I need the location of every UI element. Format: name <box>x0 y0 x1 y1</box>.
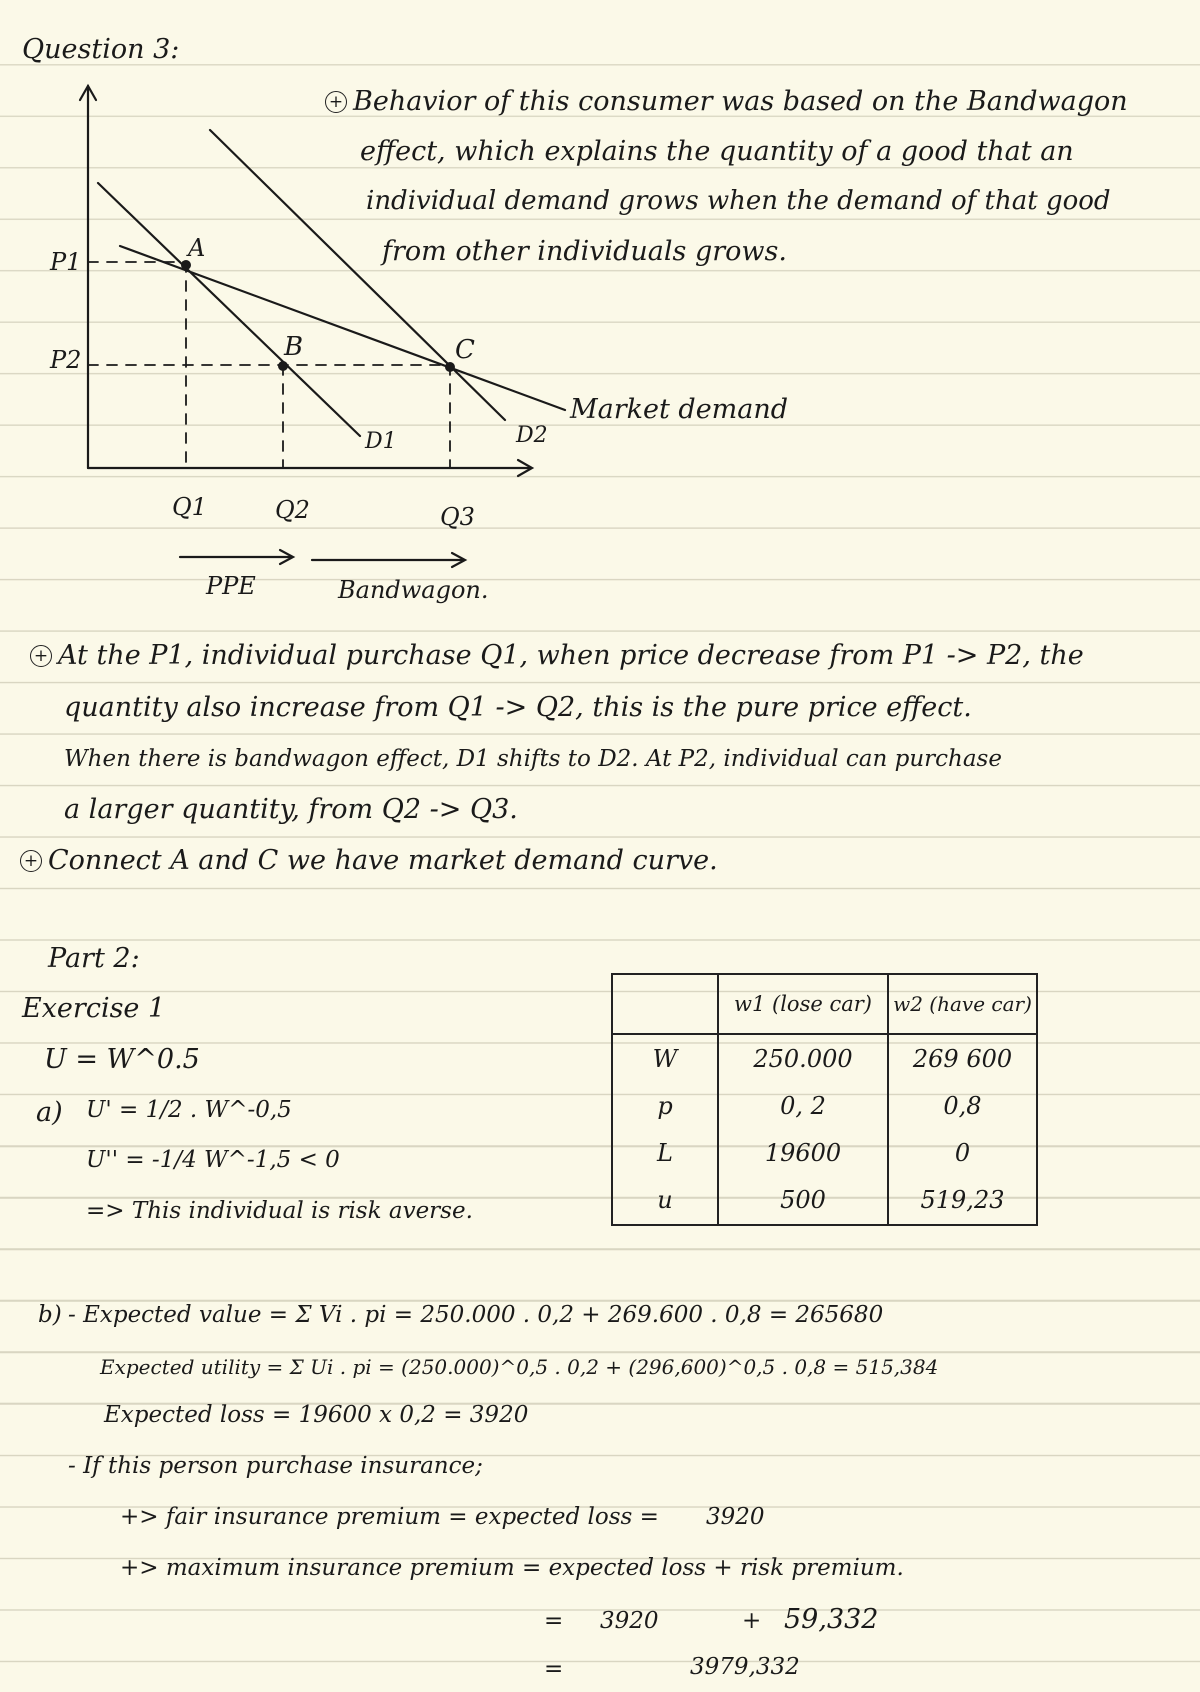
table-header-w2: w2 (have car) <box>888 974 1037 1034</box>
plus-circle-icon: + <box>30 645 52 667</box>
point-c-dot <box>445 362 455 372</box>
wealth-table <box>611 973 1038 1226</box>
expected-value: - Expected value = Σ Vi . pi = 250.000 . 0,2 + 269.600 . 0,8 = 265680 <box>68 1302 884 1328</box>
insurance-heading: - If this person purchase insurance; <box>68 1453 483 1479</box>
risk-conclusion: => This individual is risk averse. <box>86 1198 473 1224</box>
table-cell: 0, 2 <box>718 1083 888 1130</box>
d2-curve <box>210 130 505 420</box>
p2-label: P2 <box>50 346 82 374</box>
note-2-line-3: When there is bandwagon effect, D1 shifts to D2. At P2, individual can purchase <box>64 746 1002 772</box>
max-calc-a: 3920 <box>600 1608 659 1634</box>
table-row <box>612 1176 1037 1225</box>
fair-premium-value: 3920 <box>706 1504 765 1530</box>
table-row <box>612 1129 1037 1176</box>
max-result: 3979,332 <box>690 1654 800 1680</box>
table-row <box>612 1034 1037 1083</box>
table-cell: 19600 <box>718 1129 888 1176</box>
note-1-line-1: Behavior of this consumer was based on the Bandwagon <box>353 86 1128 117</box>
part-a-label: a) <box>36 1097 63 1128</box>
point-b-label: B <box>284 332 304 362</box>
expected-loss: Expected loss = 19600 x 0,2 = 3920 <box>104 1402 529 1428</box>
first-derivative: U' = 1/2 . W^-0,5 <box>86 1097 292 1123</box>
max-calc-plus: + <box>742 1608 762 1634</box>
plus-circle-icon: + <box>325 91 347 113</box>
second-derivative: U'' = -1/4 W^-1,5 < 0 <box>86 1147 340 1173</box>
table-row <box>612 1083 1037 1130</box>
note-2-line-4: a larger quantity, from Q2 -> Q3. <box>64 794 518 825</box>
q1-label: Q1 <box>172 493 207 521</box>
note-2 <box>30 640 1084 672</box>
q2-label: Q2 <box>275 496 310 524</box>
bandwagon-label: Bandwagon. <box>338 576 489 604</box>
note-1-line-4: from other individuals grows. <box>382 236 787 267</box>
p1-label: P1 <box>50 248 82 276</box>
max-calc-eq: = <box>544 1608 564 1634</box>
market-demand-label: Market demand <box>570 394 789 425</box>
table-cell: 269 600 <box>888 1034 1037 1083</box>
table-cell: 0 <box>888 1129 1037 1176</box>
part-2-title: Part 2: <box>48 943 140 974</box>
plus-circle-icon: + <box>20 850 42 872</box>
max-premium: +> maximum insurance premium = expected loss + risk premium. <box>120 1555 904 1581</box>
table-cell: 250.000 <box>718 1034 888 1083</box>
table-cell: 519,23 <box>888 1176 1037 1225</box>
table-cell: 500 <box>718 1176 888 1225</box>
note-2-line-2: quantity also increase from Q1 -> Q2, this is the pure price effect. <box>64 692 972 723</box>
table-row-label: p <box>612 1083 718 1130</box>
d1-label: D1 <box>365 429 397 454</box>
point-a-label: A <box>188 234 206 262</box>
point-b-dot <box>278 361 288 371</box>
table-header-row <box>612 974 1037 1034</box>
note-1-line-2: effect, which explains the quantity of a good that an <box>360 136 1074 167</box>
fair-premium: +> fair insurance premium = expected loss = <box>120 1504 659 1530</box>
table-cell: 0,8 <box>888 1083 1037 1130</box>
note-3 <box>20 845 718 877</box>
part-b-label: b) <box>38 1302 62 1328</box>
d2-label: D2 <box>516 423 548 448</box>
table-row-label: u <box>612 1176 718 1225</box>
table-corner-cell <box>612 974 718 1034</box>
note-1-line-3: individual demand grows when the demand of that good <box>366 186 1111 216</box>
note-3-text: Connect A and C we have market demand curve. <box>48 845 718 876</box>
expected-utility: Expected utility = Σ Ui . pi = (250.000)^0,5 . 0,2 + (296,600)^0,5 . 0,8 = 515,384 <box>100 1355 939 1379</box>
utility-function: U = W^0.5 <box>44 1044 200 1075</box>
max-calc-b: 59,332 <box>784 1604 879 1635</box>
question-title: Question 3: <box>22 34 180 65</box>
table-header-w1: w1 (lose car) <box>718 974 888 1034</box>
note-2-line-1: At the P1, individual purchase Q1, when price decrease from P1 -> P2, the <box>58 640 1084 671</box>
ppe-label: PPE <box>206 572 256 600</box>
exercise-title: Exercise 1 <box>22 993 166 1024</box>
point-c-label: C <box>455 335 475 365</box>
q3-label: Q3 <box>440 503 475 531</box>
table-row-label: L <box>612 1129 718 1176</box>
max-result-eq: = <box>544 1656 564 1682</box>
d1-curve <box>98 183 360 436</box>
table-row-label: W <box>612 1034 718 1083</box>
